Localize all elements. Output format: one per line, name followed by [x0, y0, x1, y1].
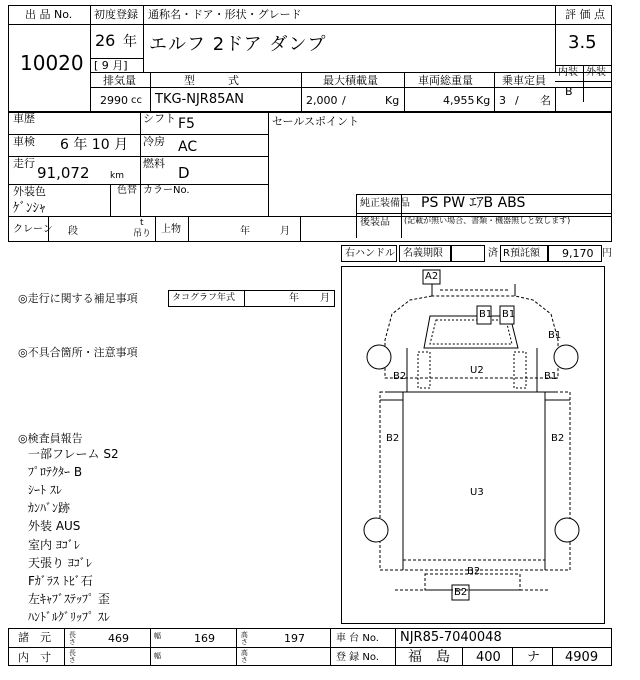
ac-value: AC [178, 139, 198, 155]
mileage-value: 91,072 [37, 164, 90, 182]
inspector-item: ﾌﾟﾛﾃｸﾀｰ B [28, 465, 83, 479]
inspector-item: 左ｷｬﾌﾞｽﾃｯﾌﾟ 歪 [28, 592, 110, 606]
cab-right-window [514, 352, 526, 388]
crane-lift-label: 上物 [161, 224, 181, 235]
exterior-grade-label: 外装 [586, 67, 606, 78]
displacement-label: 排気量 [103, 74, 136, 87]
footer-div-7 [552, 647, 553, 666]
front-left-wheel [367, 345, 391, 369]
tachograph-label: タコグラフ年式 [172, 293, 236, 303]
max-load-value: 2,000 [306, 94, 338, 107]
defects-label: ◎不具合箇所・注意事項 [18, 346, 138, 359]
aftermarket-label: 後装品 [360, 217, 390, 228]
registration-class: 400 [476, 650, 501, 665]
length-label: 長さ [68, 631, 77, 645]
first-reg-year-unit: 年 [123, 34, 137, 50]
recycle-deposit: 9,170 [562, 247, 594, 260]
width-label: 幅 [154, 632, 161, 640]
recycle-unit: 円 [602, 248, 612, 259]
footer-div-3 [330, 628, 331, 666]
front-right-wheel [554, 345, 578, 369]
footer-div-1 [150, 628, 151, 666]
shift-label: シフト [143, 112, 176, 125]
fuel-label: 燃料 [143, 157, 165, 170]
color-label: 外装色 [13, 185, 46, 198]
shift-value: F5 [178, 116, 195, 132]
gross-weight-value: 4,955 [443, 94, 475, 107]
damage-bed-rear: B2 [467, 566, 481, 577]
model-name: エルフ 2ドア ダンプ [149, 34, 327, 55]
inspector-item: Fｶﾞﾗｽ ﾄﾋﾞ石 [28, 574, 93, 588]
footer-div-2 [236, 628, 237, 666]
crane-year-unit: 年 [240, 226, 250, 237]
max-load-unit: Kg [385, 94, 400, 107]
bed-outline [380, 392, 570, 570]
lot-label: 出 品 No. [25, 8, 73, 21]
crane-stage-unit: 段 [68, 226, 78, 237]
capacity-unit: 名 [540, 94, 551, 107]
model-code-label: 型 式 [184, 74, 239, 87]
color-value: ｹﾞﾝｼｬ [13, 201, 46, 216]
footer-div-5 [462, 647, 463, 666]
max-load-label: 最大積載量 [323, 74, 378, 87]
footer-div-label [64, 628, 65, 666]
inspector-item: ﾊﾝﾄﾞﾙｸﾞﾘｯﾌﾟ ｽﾚ [28, 610, 110, 624]
width-value: 169 [194, 632, 215, 645]
rating-label: 評 価 点 [565, 8, 605, 21]
interior-grade-label: 内装 [558, 67, 578, 78]
interior-grade: B [565, 85, 573, 98]
damage-mirror-right: B1 [502, 309, 516, 320]
displacement-unit: cc [131, 95, 142, 106]
equipment-label: 純正装備品 [360, 198, 410, 209]
damage-rear-bumper: B2 [454, 587, 468, 598]
lot-number: 10020 [20, 51, 84, 75]
crane-month-unit: 月 [280, 226, 290, 237]
capacity-value: 3 [499, 94, 506, 107]
inspection-value: 6 年 10 月 [60, 137, 129, 153]
height-label: 高さ [240, 631, 249, 645]
footer-mid-line [8, 647, 612, 648]
max-load-slash: / [342, 94, 346, 107]
damage-cab-right: B1 [544, 371, 558, 382]
dims-label: 諸 元 [18, 631, 51, 644]
gross-weight-unit: Kg [476, 94, 491, 107]
registration-label: 登 録 No. [336, 652, 379, 663]
first-reg-label: 初度登録 [94, 8, 138, 21]
rear-left-wheel [364, 518, 388, 542]
sales-point-label: セールスポイント [272, 115, 360, 128]
aftermarket-note: (記載が無い場合、書類・機器無しと致します) [404, 216, 571, 225]
steering-label: 右ハンドル [345, 248, 395, 259]
inspector-item: ｶﾝﾊﾞﾝ跡 [28, 501, 71, 515]
capacity-label: 乗車定員 [502, 74, 546, 87]
driving-notes-label: ◎走行に関する補足事項 [18, 292, 138, 305]
length-value: 469 [108, 632, 129, 645]
damage-bed-left: B2 [386, 433, 400, 444]
damage-front-right: B1 [548, 330, 562, 341]
recycle-deposit-label: R預託額 [503, 248, 540, 259]
inspector-item: 一部フレーム S2 [28, 447, 119, 461]
color-no-label: カラーNo. [143, 185, 190, 196]
cab-left-window [418, 352, 430, 388]
inspection-label: 車検 [13, 135, 35, 148]
chassis-label: 車 台 No. [336, 633, 379, 644]
model-code: TKG-NJR85AN [155, 92, 244, 107]
inner-height-label: 高さ [240, 649, 249, 663]
inner-width-label: 幅 [154, 652, 161, 660]
tachograph-month-unit: 月 [320, 293, 330, 304]
damage-cab-center: U2 [470, 365, 484, 376]
height-value: 197 [284, 632, 305, 645]
displacement-value: 2990 [100, 94, 128, 107]
crane-ton-unit: t [140, 218, 144, 228]
equipment-value: PS PW ｴｱB ABS [421, 195, 526, 211]
damage-cab-left: B2 [393, 371, 407, 382]
chassis-number: NJR85-7040048 [400, 630, 502, 645]
inspector-item: 天張り ﾖｺﾞﾚ [28, 556, 92, 570]
registration-number: 4909 [565, 650, 599, 665]
damage-bed-right: B2 [551, 433, 565, 444]
gross-weight-label: 車両総重量 [418, 74, 473, 87]
crane-hang-unit: 吊り [133, 229, 152, 239]
color-change-label: 色替 [117, 185, 137, 196]
capacity-slash: / [515, 94, 519, 107]
first-reg-year: 26 [95, 31, 116, 50]
footer-div-4 [395, 628, 396, 666]
footer-div-6 [512, 647, 513, 666]
mileage-label: 走行 [13, 157, 35, 170]
history-label: 車歴 [13, 112, 35, 125]
inspector-report-label: ◎検査員報告 [18, 432, 83, 445]
first-reg-month: [ 9 月] [94, 59, 128, 72]
inspector-item: 室内 ﾖｺﾞﾚ [28, 538, 80, 552]
tachograph-year-unit: 年 [289, 293, 299, 304]
fuel-value: D [178, 164, 190, 182]
registration-kana: ナ [527, 650, 541, 665]
damage-front-glass: A2 [425, 271, 439, 282]
name-change-label: 名義期限 [403, 248, 443, 259]
recycle-label: 済 [488, 248, 498, 259]
inspector-item: ｼｰﾄ ｽﾚ [28, 483, 62, 497]
rating-value: 3.5 [568, 32, 597, 53]
damage-bed-center: U3 [470, 487, 484, 498]
model-header-label: 通称名・ドア・形状・グレード [148, 8, 302, 21]
inner-dims-label: 内 寸 [18, 651, 51, 664]
inner-length-label: 長さ [68, 649, 77, 663]
crane-label: クレーン [13, 224, 53, 235]
damage-mirror-left: B1 [479, 309, 493, 320]
inspector-item: 外装 AUS [28, 519, 81, 533]
mileage-unit: km [110, 171, 124, 181]
ac-label: 冷房 [143, 135, 165, 148]
registration-region: 福 島 [408, 649, 450, 665]
rear-right-wheel [555, 518, 579, 542]
